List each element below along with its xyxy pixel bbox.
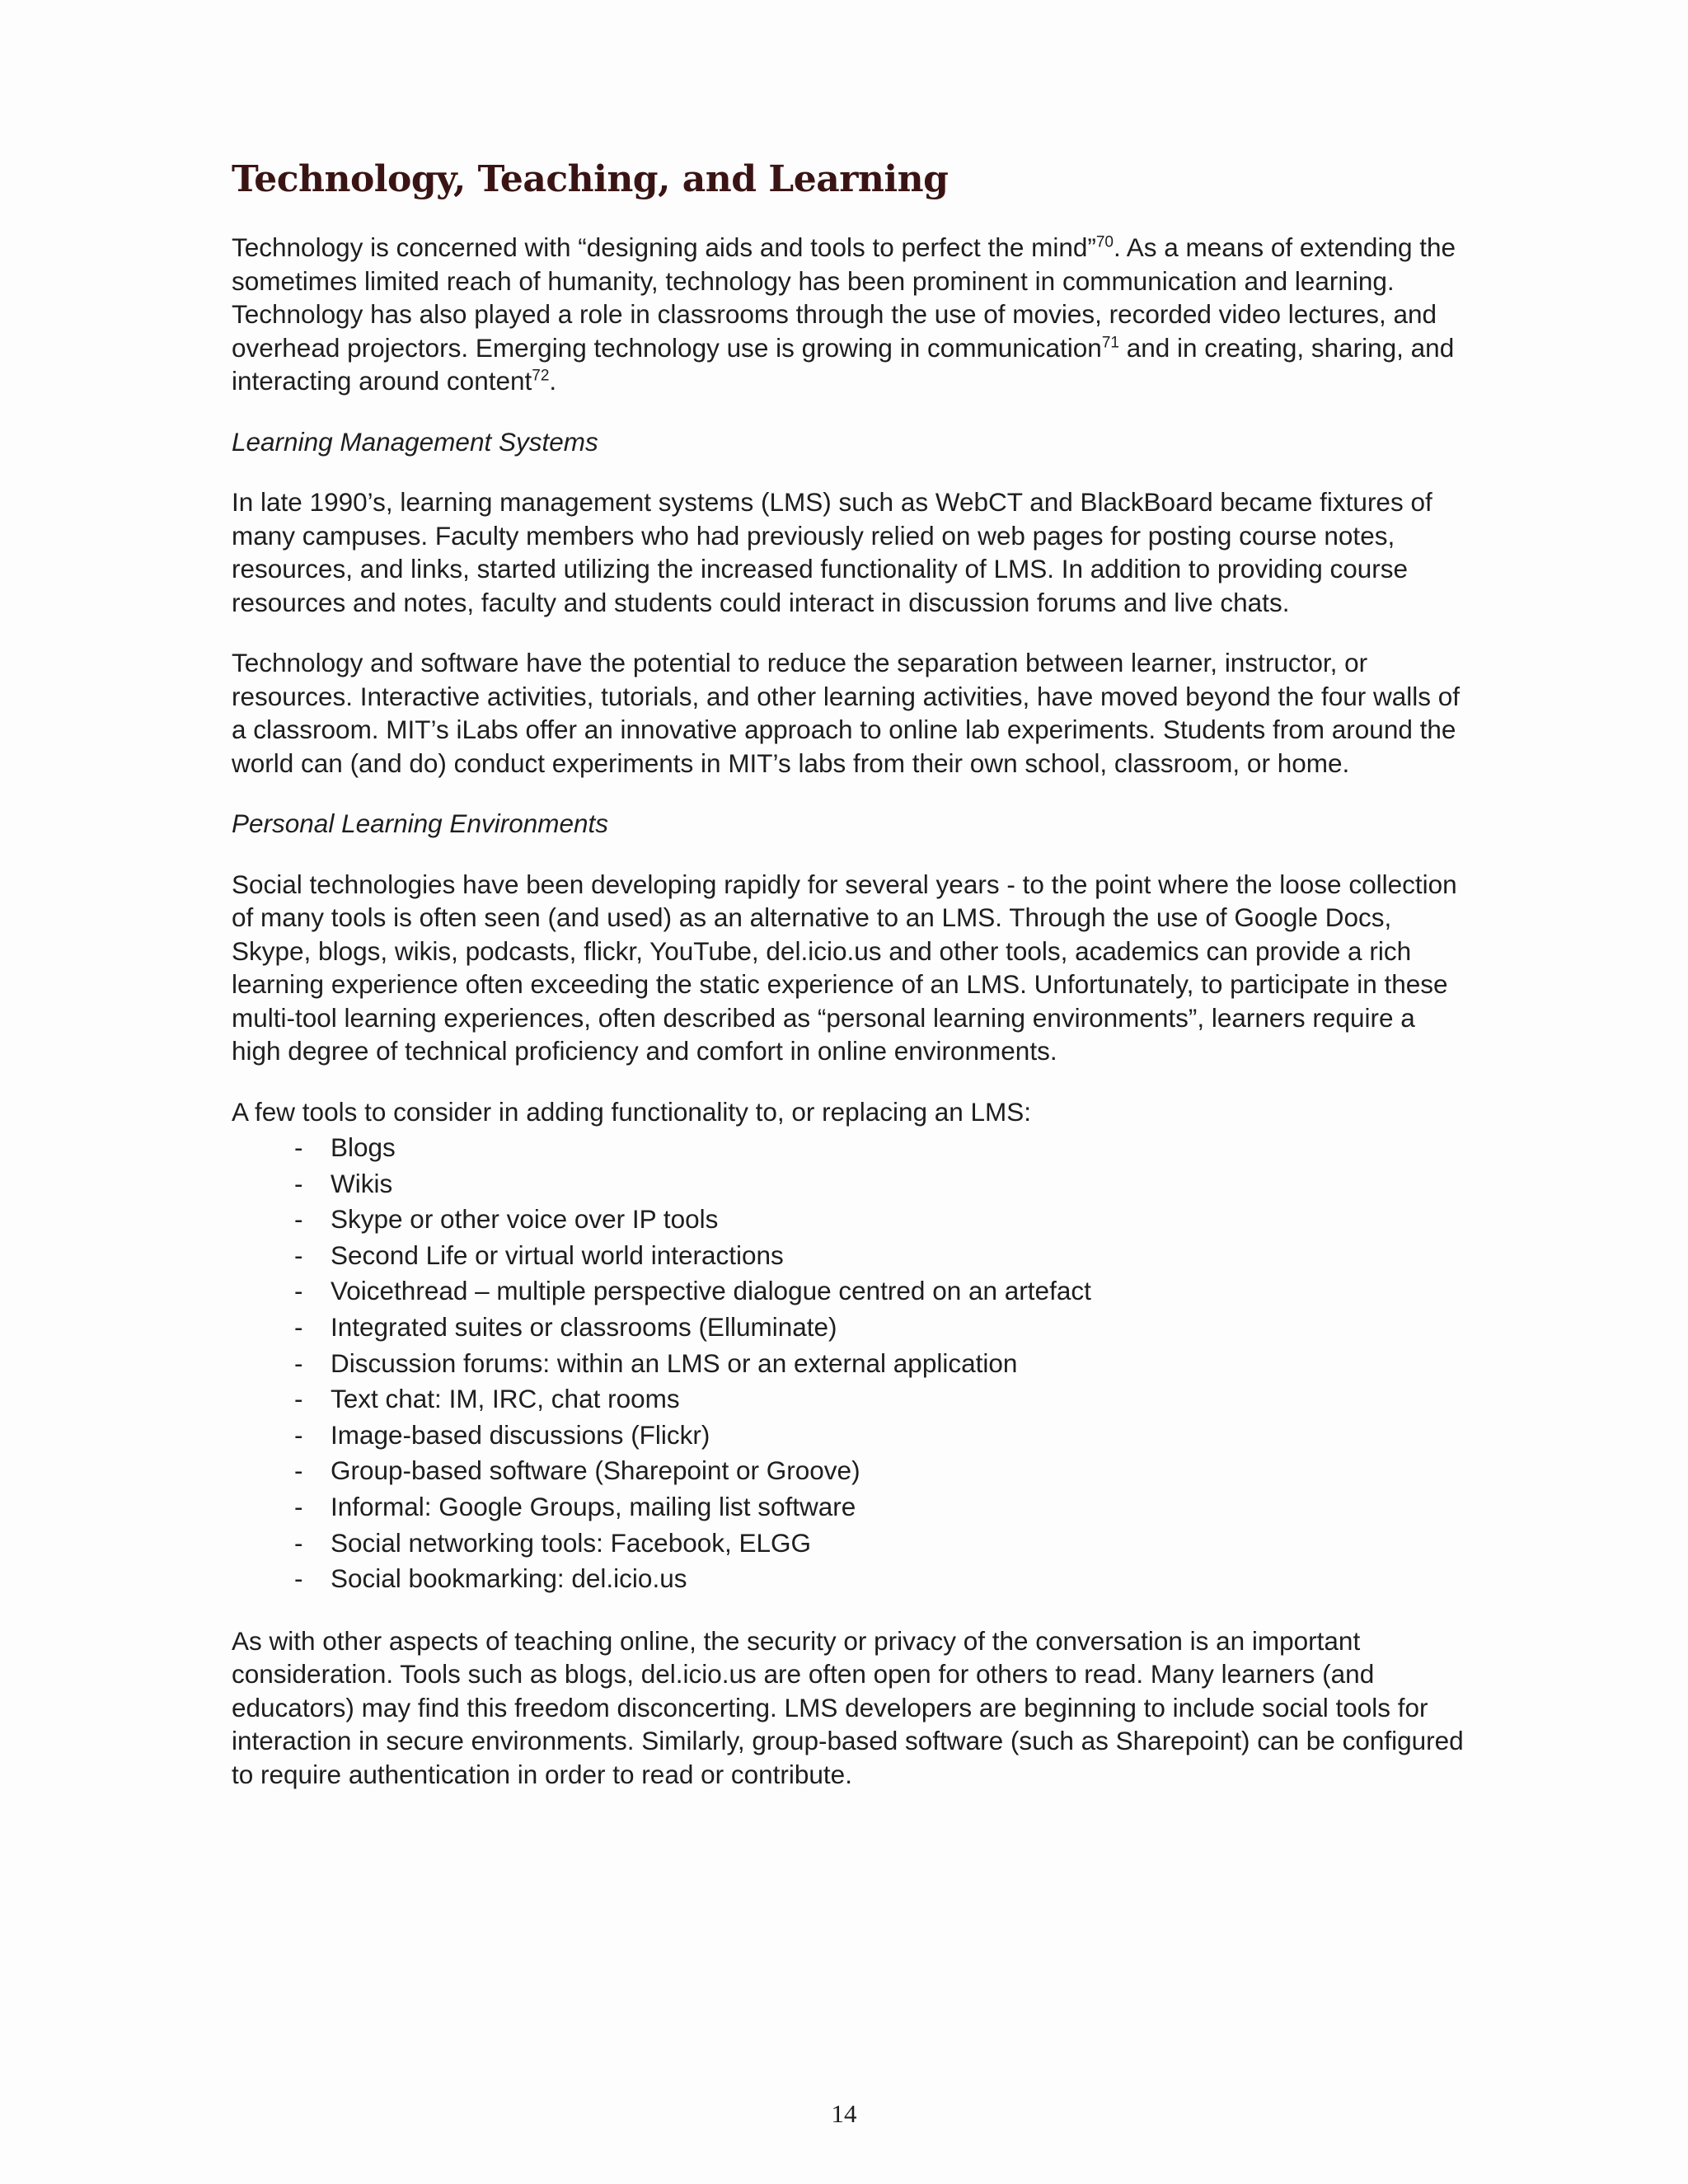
list-item bbox=[232, 1202, 1468, 1238]
dash-bullet: - bbox=[294, 1204, 303, 1235]
closing-paragraph: As with other aspects of teaching online, the security or privacy of the conversation is an important consideration. Tools such as blogs, del.icio.us are often open for others to read. Many learners (and educators) may find this freedom disconcerting. LMS developers are beginning to include social tools for interaction in secure environments. Similarly, group-based software (such as Sharepoint) can be configured to require authentication in order to read or contribute. bbox=[232, 1625, 1464, 1789]
dash-bullet: - bbox=[294, 1491, 303, 1521]
list-item-text: Text chat: IM, IRC, chat rooms bbox=[331, 1384, 680, 1414]
dash-bullet: - bbox=[294, 1563, 303, 1594]
lms-heading: Learning Management Systems bbox=[232, 426, 598, 457]
list-item-text: Voicethread – multiple perspective dialogue centred on an artefact bbox=[331, 1276, 1091, 1306]
page-title: Technology, Teaching, and Learning bbox=[232, 158, 949, 200]
list-item-text: Integrated suites or classrooms (Elluminate) bbox=[331, 1311, 837, 1342]
list-item bbox=[232, 1561, 1468, 1597]
ple-paragraph: Social technologies have been developing rapidly for several years - to the point where the loose collection of many tools is often seen (and used) as an alternative to an LMS. Through the use of Google Docs, Skype, blogs, wikis, podcasts, flickr, YouTube, del.icio.us and other tools, academics can provide a rich learning experience often exceeding the static experience of an LMS. Unfortunately, to participate in these multi-tool learning experiences, often described as “personal learning environments”, learners require a high degree of technical proficiency and comfort in online environments. bbox=[232, 869, 1457, 1066]
list-item-text: Informal: Google Groups, mailing list software bbox=[331, 1491, 856, 1521]
list-item-text: Image-based discussions (Flickr) bbox=[331, 1419, 710, 1450]
list-item bbox=[232, 1346, 1468, 1382]
tools-list-intro: A few tools to consider in adding functionality to, or replacing an LMS: bbox=[232, 1096, 1032, 1127]
intro-text-2: . As a means of extending the sometimes limited reach of humanity, technology has been prominent in communication and learning. Technology has also played a role in classrooms through the use of movies, recorded video lectures, and overhead projectors. Emerging technology use is growing in communication bbox=[232, 232, 1456, 363]
list-item-text: Social networking tools: Facebook, ELGG bbox=[331, 1527, 812, 1558]
dash-bullet: - bbox=[294, 1347, 303, 1378]
list-item bbox=[232, 1166, 1468, 1202]
footnote-ref-70: 70 bbox=[1095, 233, 1114, 251]
ple-heading: Personal Learning Environments bbox=[232, 808, 609, 838]
footnote-ref-72: 72 bbox=[532, 367, 550, 385]
list-item-text: Group-based software (Sharepoint or Groove) bbox=[331, 1455, 860, 1486]
list-item-text: Second Life or virtual world interactions bbox=[331, 1240, 784, 1270]
list-item bbox=[232, 1130, 1468, 1166]
dash-bullet: - bbox=[294, 1276, 303, 1306]
intro-paragraph bbox=[232, 231, 1468, 398]
list-item bbox=[232, 1310, 1468, 1346]
dash-bullet: - bbox=[294, 1168, 303, 1198]
intro-text-3: and in creating, sharing, and interacting around content bbox=[232, 332, 1455, 396]
page-number: 14 bbox=[831, 2099, 857, 2128]
list-item bbox=[232, 1418, 1468, 1454]
intro-text-1: Technology is concerned with “designing aids and tools to perfect the mind” bbox=[232, 232, 1096, 262]
list-item bbox=[232, 1489, 1468, 1526]
lms-paragraph-2: Technology and software have the potential to reduce the separation between learner, instructor, or resources. Interactive activities, tutorials, and other learning activities, have moved beyond the four walls of a classroom. MIT’s iLabs offer an innovative approach to online lab experiments. Students from around the world can (and do) conduct experiments in MIT’s labs from their own school, classroom, or home. bbox=[232, 648, 1461, 778]
list-item-text: Skype or other voice over IP tools bbox=[331, 1204, 719, 1235]
dash-bullet: - bbox=[294, 1455, 303, 1486]
dash-bullet: - bbox=[294, 1311, 303, 1342]
page-content bbox=[232, 157, 1468, 1818]
list-item bbox=[232, 1453, 1468, 1489]
list-item-text: Wikis bbox=[331, 1168, 393, 1198]
footnote-ref-71: 71 bbox=[1101, 334, 1119, 351]
dash-bullet: - bbox=[294, 1132, 303, 1162]
dash-bullet: - bbox=[294, 1384, 303, 1414]
tools-list bbox=[232, 1130, 1468, 1597]
list-item-text: Social bookmarking: del.icio.us bbox=[331, 1563, 687, 1594]
dash-bullet: - bbox=[294, 1527, 303, 1558]
list-item bbox=[232, 1381, 1468, 1418]
list-item bbox=[232, 1238, 1468, 1274]
list-item-text: Discussion forums: within an LMS or an external application bbox=[331, 1347, 1018, 1378]
list-item-text: Blogs bbox=[331, 1132, 396, 1162]
intro-text-4: . bbox=[549, 366, 557, 396]
dash-bullet: - bbox=[294, 1419, 303, 1450]
list-item bbox=[232, 1273, 1468, 1310]
lms-paragraph-1: In late 1990’s, learning management systems (LMS) such as WebCT and BlackBoard became fixtures of many campuses. Faculty members who had previously relied on web pages for posting course notes, resources, and links, started utilizing the increased functionality of LMS. In addition to providing course resources and notes, faculty and students could interact in discussion forums and live chats. bbox=[232, 487, 1432, 617]
dash-bullet: - bbox=[294, 1240, 303, 1270]
list-item bbox=[232, 1526, 1468, 1562]
